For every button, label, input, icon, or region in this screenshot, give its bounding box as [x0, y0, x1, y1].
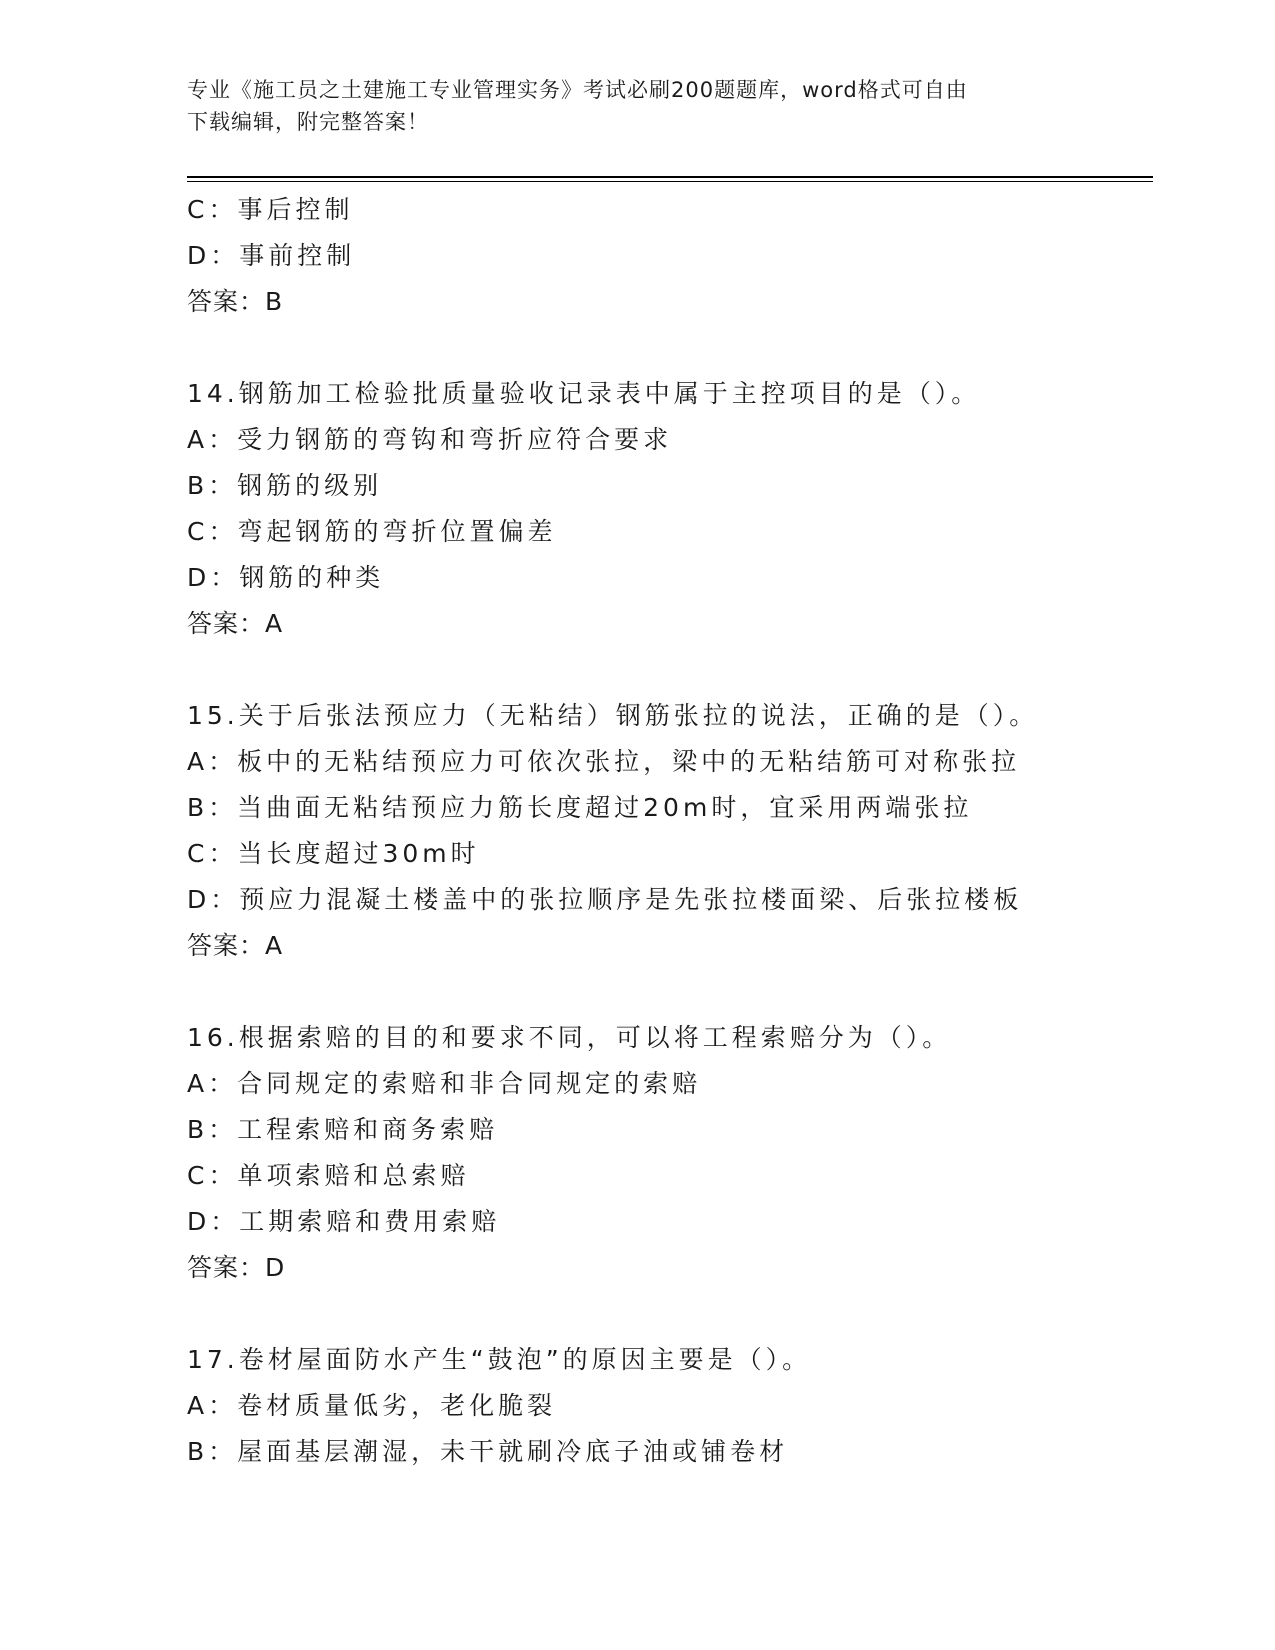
header-divider-thick	[187, 176, 1153, 178]
answer-line: 答案：A	[187, 931, 284, 960]
question-15	[187, 693, 1147, 969]
option-d: D：预应力混凝土楼盖中的张拉顺序是先张拉楼面梁、后张拉楼板	[187, 885, 1023, 914]
question-14	[187, 371, 1147, 647]
answer-line: 答案：A	[187, 609, 284, 638]
question-13-continuation	[187, 187, 1147, 325]
option-c: C：单项索赔和总索赔	[187, 1161, 470, 1190]
option-d: D：事前控制	[187, 241, 356, 270]
option-a: A：受力钢筋的弯钩和弯折应符合要求	[187, 425, 673, 454]
answer-line: 答案：B	[187, 287, 284, 316]
option-d: D：工期索赔和费用索赔	[187, 1207, 501, 1236]
option-a: A：板中的无粘结预应力可依次张拉，梁中的无粘结筋可对称张拉	[187, 747, 1021, 776]
question-16	[187, 1015, 1147, 1291]
option-c: C：弯起钢筋的弯折位置偏差	[187, 517, 557, 546]
question-stem: 14.钢筋加工检验批质量验收记录表中属于主控项目的是（）。	[187, 379, 981, 408]
option-a: A：合同规定的索赔和非合同规定的索赔	[187, 1069, 702, 1098]
header-line-2: 下载编辑，附完整答案！	[187, 110, 429, 134]
spacer	[187, 969, 1147, 1015]
option-b: B：钢筋的级别	[187, 471, 383, 500]
option-c: C：当长度超过30m时	[187, 839, 480, 868]
option-d: D：钢筋的种类	[187, 563, 385, 592]
option-b: B：屋面基层潮湿，未干就刷冷底子油或铺卷材	[187, 1437, 789, 1466]
question-stem: 16.根据索赔的目的和要求不同，可以将工程索赔分为（）。	[187, 1023, 952, 1052]
question-stem: 15.关于后张法预应力（无粘结）钢筋张拉的说法，正确的是（）。	[187, 701, 1039, 730]
question-17	[187, 1337, 1147, 1475]
option-b: B：当曲面无粘结预应力筋长度超过20m时，宜采用两端张拉	[187, 793, 973, 822]
spacer	[187, 647, 1147, 693]
page-header	[187, 74, 1067, 138]
answer-line: 答案：D	[187, 1253, 286, 1282]
option-c: C：事后控制	[187, 195, 354, 224]
header-line-1: 专业《施工员之土建施工专业管理实务》考试必刷200题题库，word格式可自由	[187, 78, 968, 102]
header-divider-thin	[187, 181, 1153, 182]
question-stem: 17.卷材屋面防水产生“鼓泡”的原因主要是（）。	[187, 1345, 812, 1374]
option-a: A：卷材质量低劣，老化脆裂	[187, 1391, 557, 1420]
spacer	[187, 1291, 1147, 1337]
option-b: B：工程索赔和商务索赔	[187, 1115, 499, 1144]
question-content	[187, 187, 1147, 1475]
spacer	[187, 325, 1147, 371]
